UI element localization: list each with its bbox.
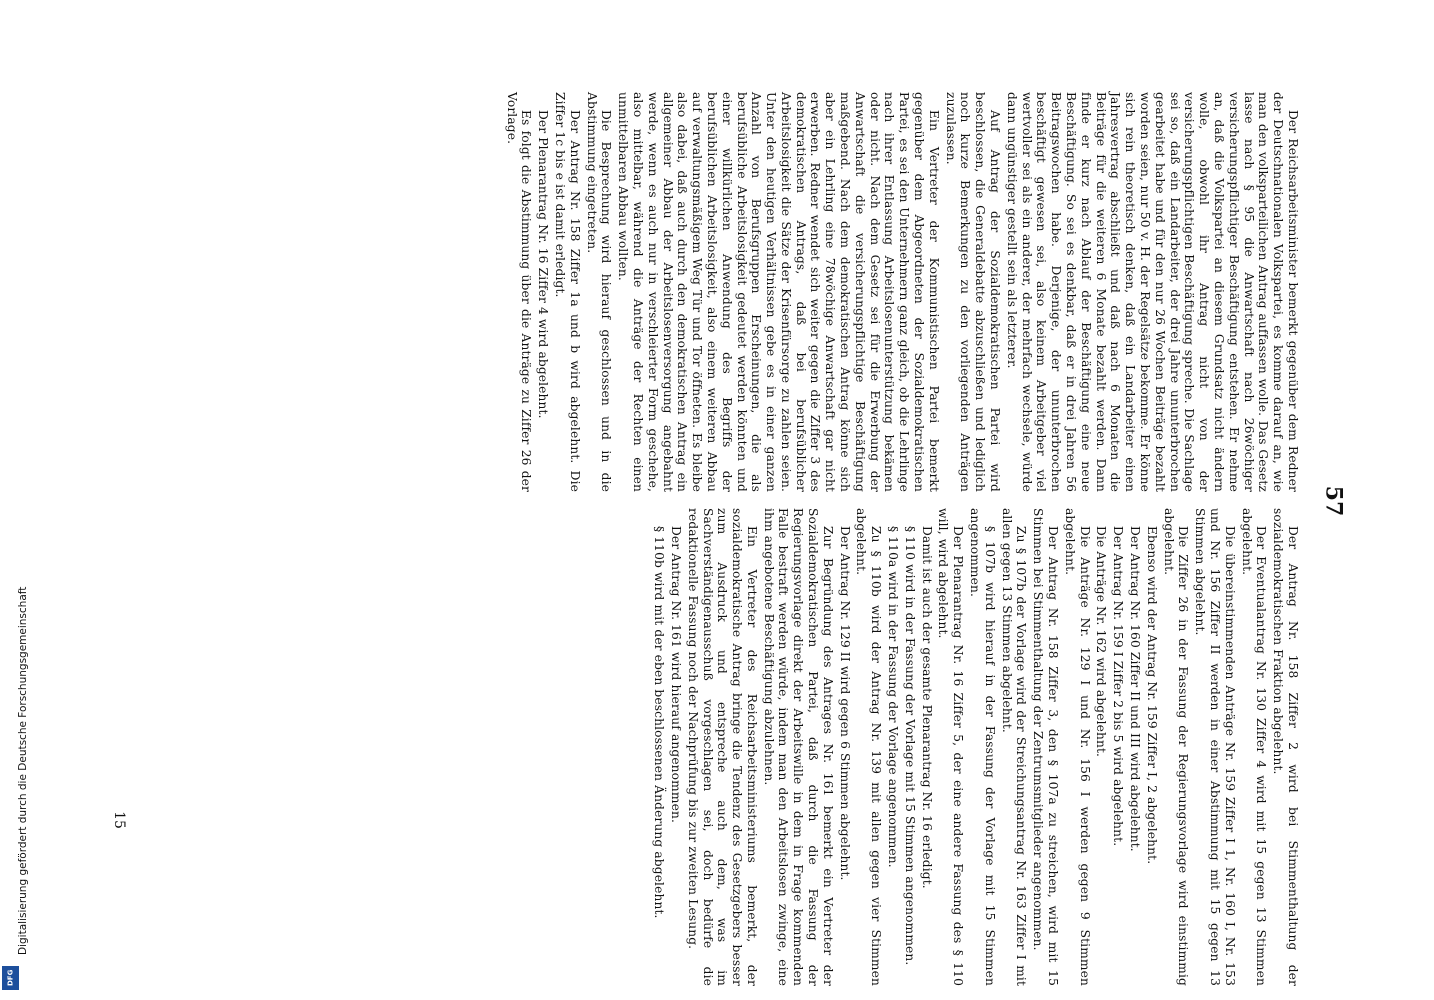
paragraph: Der Antrag Nr. 129 II wird gegen 6 Stimmen abgelehnt. bbox=[837, 526, 852, 881]
paragraph: Die Anträge Nr. 129 I und Nr. 156 I werden gegen 9 Stimmen abgelehnt. bbox=[1062, 508, 1092, 986]
paragraph: Ein Vertreter der Kommunistischen Partei bemerkt gegenüber dem Abgeordneten der Sozialdemokratischen Partei, es sei den Unternehmern ganz gleich, ob die Lehrlinge nach ihrer Entlassung Arbeitslosenunterstützung bekämen oder nicht. Nach dem Gesetz sei für die Erwerbung der Anwartschaft die versicherungspflichtige Beschäftigung maßgebend. Nach dem demokratischen Antrag könne sich aber ein Lehrling eine 78wöchige Anwartschaft gar nicht erwerben. Redner wendet sich weiter gegen die Ziffer 3 des demokratischen Antrags, daß bei berufsüblicher Arbeitslosigkeit die Sätze der Krisenfürsorge zu zahlen seien. Unter den heutigen Verhältnissen gebe es in einer ganzen Anzahl von Berufsgruppen Erscheinungen, die als berufsübliche Arbeitslosigkeit gedeutet werden könnten und einer willkürlichen Anwendung des Begriffs der berufsüblichen Arbeitslosigkeit, also einem weiteren Abbau auf verwaltungsmäßigem Weg Tür und Tor öffneten. Es bleibe also dabei, daß auch durch den demokratischen Antrag ein allgemeiner Abbau der Arbeitslosenversorgung angebahnt werde, wenn es auch nur in verschleierter Form geschehe, also mittelbar, während die Anträge der Rechten einen unmittelbaren Abbau wollten. bbox=[616, 92, 941, 492]
paragraph: § 110a wird in der Fassung der Vorlage angenommen. bbox=[886, 526, 901, 868]
paragraph: Der Antrag Nr. 159 I Ziffer 2 bis 5 wird abgelehnt. bbox=[1111, 526, 1126, 847]
paragraph: Die Besprechung wird hierauf geschlossen und in die Abstimmung eingetreten. bbox=[584, 92, 614, 492]
paragraph: Der Antrag Nr. 158 Ziffer 1a und b wird abgelehnt. Die Ziffer 1c bis e ist damit erledigt. bbox=[552, 92, 582, 492]
paragraph: Die Anträge Nr. 162 wird abgelehnt. bbox=[1094, 526, 1109, 758]
paragraph: Zu § 107b der Vorlage wird der Streichungsantrag Nr. 163 Ziffer I mit allen gegen 13 Stimmen abgelehnt. bbox=[999, 508, 1029, 986]
paragraph: Der Eventualantrag Nr. 130 Ziffer 4 wird mit 15 gegen 13 Stimmen abgelehnt. bbox=[1239, 508, 1269, 986]
paragraph: Die übereinstimmenden Anträge Nr. 159 Ziffer I 1, Nr. 160 I, Nr. 153 und Nr. 156 Ziffer II werden in einer Abstimmung mit 15 gegen 13 Stimmen abgelehnt. bbox=[1193, 508, 1237, 986]
paragraph: Zur Begründung des Antrages Nr. 161 bemerkt ein Vertreter der Sozialdemokratischen Partei, daß durch die Fassung der Regierungsvorlage direkt der Arbeitswille in dem in Frage kommenden Falle bestraft werden würde, indem man den Arbeitslosen zwinge, eine ihm angebotene Beschäftigung abzulehnen. bbox=[761, 508, 835, 986]
paragraph: § 110 wird in der Fassung der Vorlage mit 15 Stimmen angenommen. bbox=[902, 526, 917, 966]
paragraph: Der Antrag Nr. 158 Ziffer 3, den § 107a zu streichen, wird mit 15 Stimmen bei Stimmenthaltung der Zentrumsmitglieder angenommen. bbox=[1031, 508, 1061, 986]
paragraph: Der Antrag Nr. 160 Ziffer II und III wird abgelehnt. bbox=[1128, 526, 1143, 852]
dfg-logo: DFG bbox=[2, 966, 19, 990]
paragraph: Der Plenarantrag Nr. 16 Ziffer 5, der eine andere Fassung des § 110 will, wird abgelehnt. bbox=[936, 508, 966, 986]
paragraph: Der Antrag Nr. 158 Ziffer 2 wird bei Stimmenthaltung der sozialdemokratischen Fraktion abgelehnt. bbox=[1271, 508, 1300, 986]
paragraph: Auf Antrag der Sozialdemokratischen Partei wird beschlossen, die Generaldebatte abzuschließen und lediglich noch kurze Bemerkungen zu den vorliegenden Anträgen zuzulassen. bbox=[943, 92, 1003, 492]
paragraph: § 107b wird hierauf in der Fassung der Vorlage mit 15 Stimmen angenommen. bbox=[968, 508, 997, 986]
paragraph: § 110b wird mit der eben beschlossenen Änderung abgelehnt. bbox=[652, 526, 667, 919]
signature-mark: 15 bbox=[110, 811, 127, 829]
left-column bbox=[502, 92, 1300, 492]
paragraph: Der Reichsarbeitsminister bemerkt gegenüber dem Redner der Deutschnationalen Volkspartei, es komme darauf an, wie man den volksparteilichen Antrag auffassen wolle. Das Gesetz lasse nach § 95 die Anwartschaft nach 26wöchiger versicherungspflichtiger Beschäftigung entstehen. Er nehme an, daß die Volkspartei an diesem Grundsatz nicht ändern wolle, obwohl ihr Antrag nicht von der versicherungspflichtigen Beschäftigung spreche. Die Sachlage sei so, daß ein Landarbeiter, der drei Jahre ununterbrochen gearbeitet habe und für den nur 26 Wochen Beiträge bezahlt worden seien, nur 50 v. H. der Regelsätze bekomme. Er könne sich rein theoretisch denken, daß ein Landarbeiter einen Jahresvertrag abschließt und daß nach 6 Monaten die Beiträge für die weiteren 6 Monate bezahlt werden. Dann finde er kurz nach Ablauf der Beschäftigung eine neue Beschäftigung. So sei es denkbar, daß er in drei Jahren 56 Beitragswochen habe. Derjenige, der ununterbrochen beschäftigt gewesen sei, also keinem Arbeitgeber viel wertvoller sei als ein anderer, der mehrfach wechsele, würde dann ungünstiger gestellt sein als letzterer. bbox=[1004, 92, 1300, 492]
paragraph: Die Ziffer 26 in der Fassung der Regierungsvorlage wird einstimmig abgelehnt. bbox=[1161, 508, 1191, 986]
right-column bbox=[649, 508, 1300, 986]
paragraph: Ebenso wird der Antrag Nr. 159 Ziffer I, 2 abgelehnt. bbox=[1144, 526, 1159, 865]
paragraph: Der Antrag Nr. 161 wird hierauf angenommen. bbox=[668, 526, 683, 823]
page-number: 57 bbox=[1320, 485, 1347, 517]
footer-strip bbox=[0, 0, 29, 1000]
paragraph: Es folgt die Abstimmung über die Anträge zu Ziffer 26 der Vorlage. bbox=[504, 92, 534, 492]
digitization-note: Digitalisierung gefördert durch die Deutsche Forschungsgemeinschaft bbox=[17, 586, 29, 955]
paragraph: Zu § 110b wird der Antrag Nr. 139 mit allen gegen vier Stimmen abgelehnt. bbox=[854, 508, 884, 986]
paragraph: Ein Vertreter des Reichsarbeitsministeriums bemerkt, der sozialdemokratische Antrag bringe die Tendenz des Gesetzgebers besser zum Ausdruck und entspreche auch dem, was im Sachverständigenausschuß vorgeschlagen sei, doch bedürfe die redaktionelle Fassung noch der Nachprüfung bis zur zweiten Lesung. bbox=[685, 508, 759, 986]
paragraph: Damit ist auch der gesamte Plenarantrag Nr. 16 erledigt. bbox=[919, 526, 934, 889]
paragraph: Der Plenarantrag Nr. 16 Ziffer 4 wird abgelehnt. bbox=[536, 110, 551, 419]
